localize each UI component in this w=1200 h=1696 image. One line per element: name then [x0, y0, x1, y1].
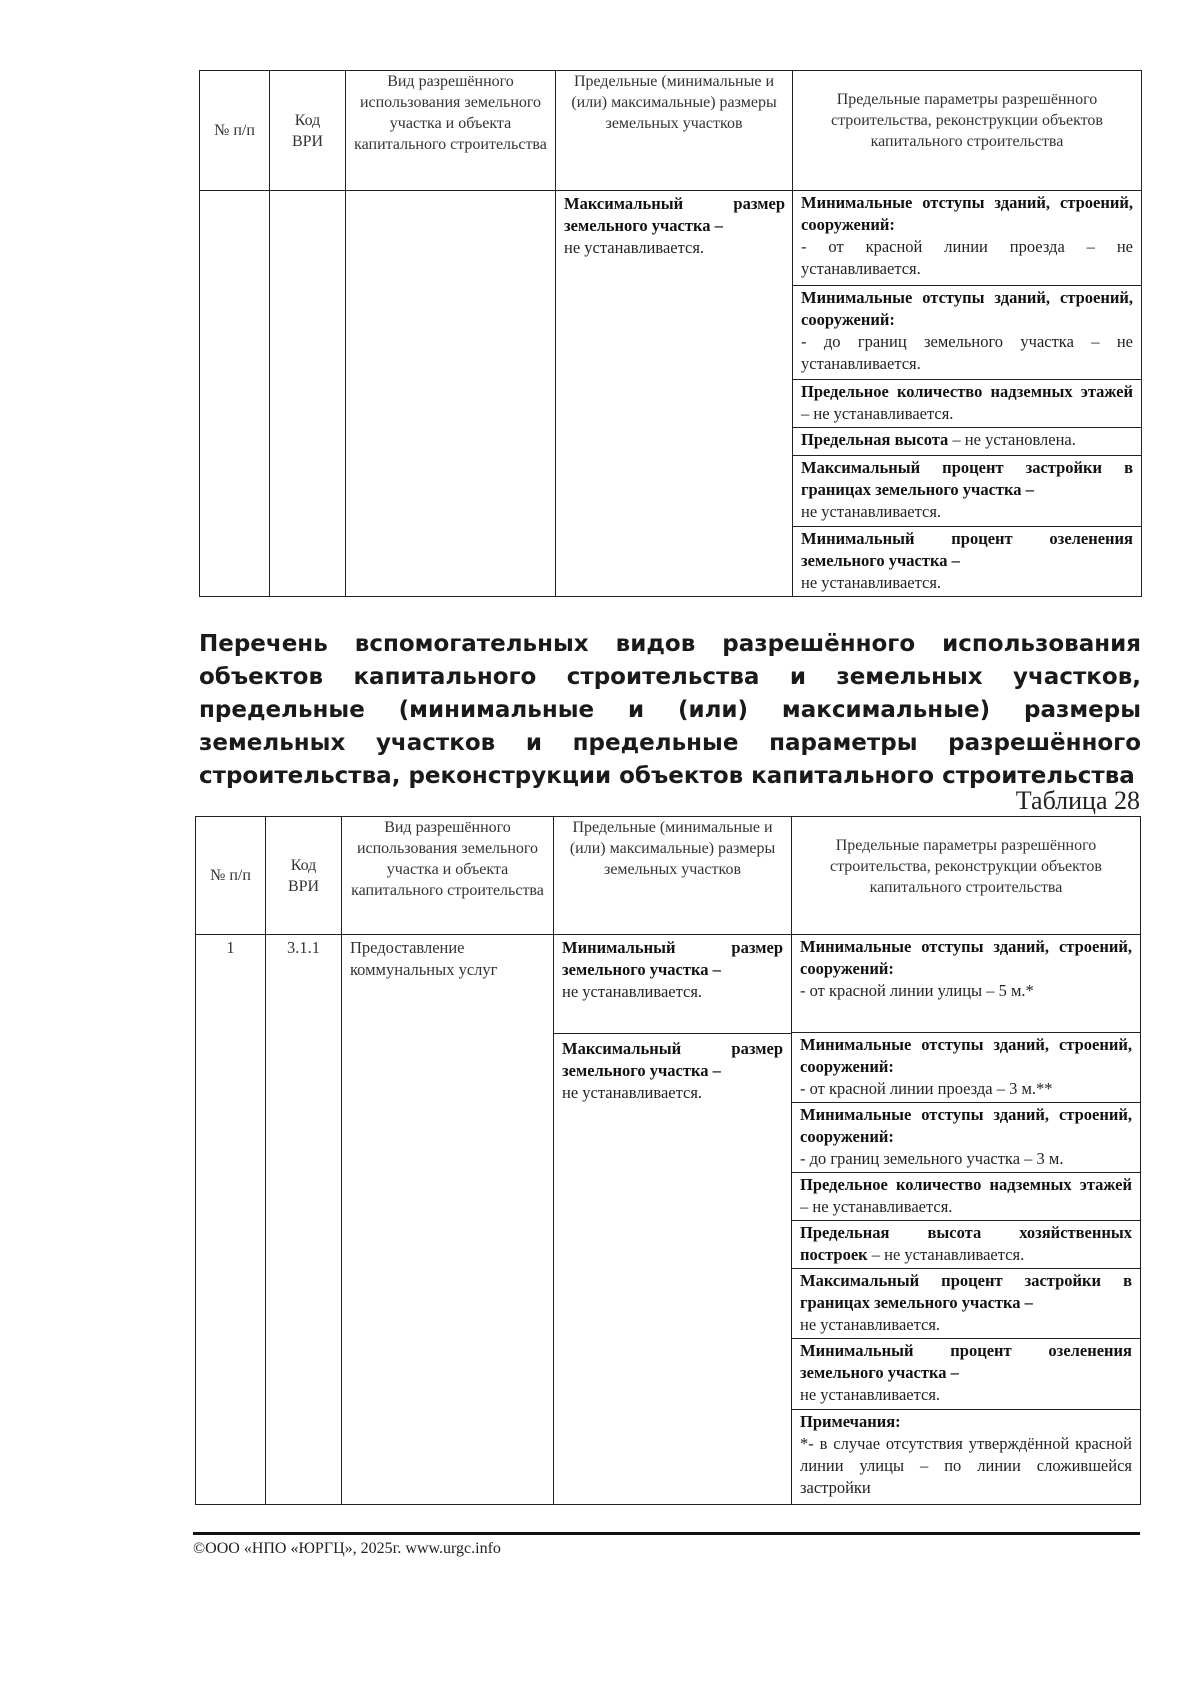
- cell-kind: Предоставление коммунальных услуг: [342, 935, 554, 1505]
- header-params: Предельные параметры разрешённого строительства, реконструкции объектов капитального строительства: [792, 817, 1141, 935]
- header-code: Код ВРИ: [270, 71, 346, 191]
- header-sizes: Предельные (минимальные и (или) максимальные) размеры земельных участков: [556, 71, 793, 191]
- header-num: № п/п: [200, 71, 270, 191]
- cell-sizes: [554, 935, 792, 1505]
- param-build-percent: Максимальный процент застройки в границах земельного участка – не устанавливается.: [793, 455, 1141, 526]
- cell-params: [792, 935, 1141, 1505]
- param-build-percent: Максимальный процент застройки в границах земельного участка – не устанавливается.: [792, 1268, 1140, 1338]
- table-label: Таблица 28: [1015, 786, 1140, 815]
- page-footer: ©ООО «НПО «ЮРГЦ», 2025г. www.urgc.info: [193, 1540, 501, 1557]
- table-header-row: [200, 71, 1142, 191]
- header-params: Предельные параметры разрешённого строительства, реконструкции объектов капитального строительства: [793, 71, 1142, 191]
- table-row: [196, 935, 1141, 1505]
- param-green-percent: Минимальный процент озеленения земельного участка – не устанавливается.: [792, 1338, 1140, 1409]
- cell-kind: [346, 191, 556, 597]
- size-max-value: не устанавливается.: [564, 238, 705, 257]
- param-setback-boundary: Минимальные отступы зданий, строений, сооружений: - до границ земельного участка – 3 м.: [792, 1102, 1140, 1172]
- cell-num: [200, 191, 270, 597]
- size-max-text: [556, 191, 792, 261]
- footer-divider: [193, 1532, 1140, 1535]
- param-setback-driveway: Минимальные отступы зданий, строений, сооружений: - от красной линии проезда – 3 м.**: [792, 1032, 1140, 1102]
- param-height: Предельная высота – не установлена.: [793, 427, 1141, 455]
- table-header-row: [196, 817, 1141, 935]
- params-list: [792, 935, 1140, 1504]
- param-height: Предельная высота хозяйственных построек – не устанавливается.: [792, 1220, 1140, 1268]
- cell-size-max: [556, 191, 793, 597]
- header-kind: Вид разрешённого использования земельного участка и объекта капитального строительства: [346, 71, 556, 191]
- header-kind: Вид разрешённого использования земельного участка и объекта капитального строительства: [342, 817, 554, 935]
- params-list: [793, 191, 1141, 596]
- param-setback-red-line: Минимальные отступы зданий, строений, сооружений: - от красной линии проезда – не устанавливается.: [793, 191, 1141, 285]
- table-continuation: [199, 70, 1142, 597]
- size-max-text: Максимальный размер земельного участка – не устанавливается.: [562, 1039, 783, 1102]
- cell-code: 3.1.1: [266, 935, 342, 1505]
- table-row: [200, 191, 1142, 597]
- cell-params: [793, 191, 1142, 597]
- param-notes: Примечания: *- в случае отсутствия утверждённой красной линии улицы – по линии сложившейся застройки: [800, 1411, 1132, 1497]
- param-setback-boundary: Минимальные отступы зданий, строений, сооружений: - до границ земельного участка – не устанавливается.: [793, 285, 1141, 379]
- section-heading: Перечень вспомогательных видов разрешённого использования объектов капитального строительства и земельных участков, предельные (минимальные и (или) максимальные) размеры земельных участков и предельные параметры разрешённого строительства, реконструкции объектов капитального строительства: [199, 631, 1141, 789]
- header-num: № п/п: [196, 817, 266, 935]
- header-sizes: Предельные (минимальные и (или) максимальные) размеры земельных участков: [554, 817, 792, 935]
- size-min-text: Минимальный размер земельного участка – не устанавливается.: [554, 935, 791, 1034]
- cell-code: [270, 191, 346, 597]
- param-floors: Предельное количество надземных этажей – не устанавливается.: [793, 379, 1141, 427]
- param-floors: Предельное количество надземных этажей – не устанавливается.: [792, 1172, 1140, 1220]
- param-setback-street: Минимальные отступы зданий, строений, сооружений: - от красной линии улицы – 5 м.*: [792, 935, 1140, 1032]
- cell-num: 1: [196, 935, 266, 1505]
- param-green-percent: Минимальный процент озеленения земельного участка – не устанавливается.: [801, 528, 1133, 592]
- header-code: Код ВРИ: [266, 817, 342, 935]
- size-max-bold: Максимальный размер земельного участка –: [564, 194, 785, 235]
- table-28: [195, 816, 1141, 1505]
